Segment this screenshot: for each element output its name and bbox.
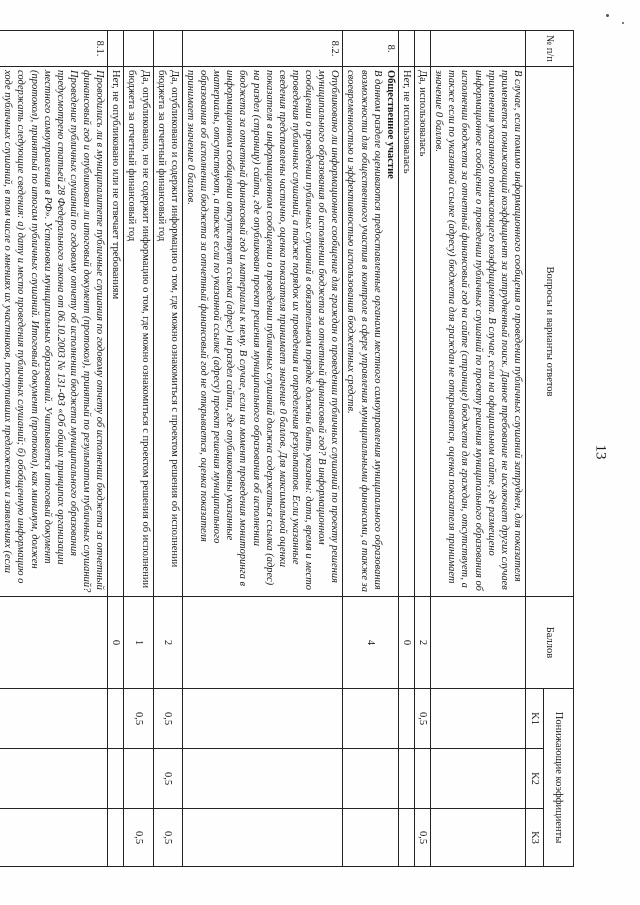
table-row bbox=[415, 31, 431, 867]
row-points: 2 bbox=[415, 597, 431, 689]
table-row bbox=[108, 31, 124, 867]
document-sheet bbox=[2, 30, 574, 866]
row-points: 0 bbox=[108, 597, 124, 689]
row-k2 bbox=[124, 749, 153, 809]
row-text: Нет, не использовалась bbox=[398, 67, 414, 597]
row-points: 4 bbox=[343, 597, 399, 689]
row-num: 8.1. bbox=[0, 31, 108, 67]
header-k2: K2 bbox=[526, 749, 544, 809]
table-row bbox=[431, 31, 526, 867]
criteria-table bbox=[0, 30, 574, 867]
row-k2: 0,5 bbox=[153, 749, 182, 809]
header-num: № п/п bbox=[526, 31, 574, 67]
row-points: 1 bbox=[124, 597, 153, 689]
row-k3: 0,5 bbox=[124, 809, 153, 867]
row-text: Опубликовано ли информационное сообщение для граждан о проведении публичных слушаний по проекту решения муниципального образования об исполнении бюджета за отчетный финансовый год? В информационном сообщении о проведении публичных слушаний в обязательном порядке должны быть указаны: дата, время и место проведения публичных слушаний, а также порядок их проведения и определения результатов. Если указанные сведения представлены частично, оценка показателя принимает значение 0 баллов. Для максимальной оценки показателя в информационном сообщении о проведении публичных слушаний должна содержаться ссылка (адрес) на раздел (страницу) сайта, где опубликован проект решения муниципального образования об исполнении бюджета за отчетный финансовый год и материалы к нему. В случае, если на момент проведения мониторинга в информационном сообщении отсутствует ссылка (адрес) на раздел сайта, где опубликованы указанные материалы, отсутствуют, а также если по указанной ссылке (адресу) проект решения муниципального образования об исполнении бюджета за отчетный финансовый год не открывается, оценка показателя принимает значение 0 баллов. bbox=[182, 67, 343, 597]
header-question: Вопросы и варианты ответов bbox=[526, 67, 574, 597]
row-text: В данном разделе оцениваются предоставленные органами местного самоуправления муниципального образования возможности для общественного участия в контроле в сфере управления муниципальными финансами, а также за своевременностью и эффективностью использования бюджетных средств. bbox=[345, 70, 383, 592]
table-row bbox=[0, 31, 108, 867]
row-text: Нет, не опубликовано или не отвечает требованиям bbox=[108, 67, 124, 597]
table-row bbox=[398, 31, 414, 867]
row-k2 bbox=[415, 749, 431, 809]
row-k3: 0,5 bbox=[415, 809, 431, 867]
row-points: 2 bbox=[153, 597, 182, 689]
page-number: 13 bbox=[592, 444, 609, 460]
row-num: 8. bbox=[343, 31, 399, 67]
row-k3: 0,5 bbox=[153, 809, 182, 867]
row-k1: 0,5 bbox=[124, 689, 153, 749]
row-num: 8.2. bbox=[182, 31, 343, 67]
scan-speck bbox=[622, 22, 624, 24]
scan-speck bbox=[606, 14, 609, 17]
row-points: 0 bbox=[398, 597, 414, 689]
row-body bbox=[343, 67, 399, 597]
table-row bbox=[343, 31, 399, 867]
header-k1: K1 bbox=[526, 689, 544, 749]
table-row bbox=[124, 31, 153, 867]
section-title: Общественное участие bbox=[384, 70, 396, 179]
row-k1: 0,5 bbox=[415, 689, 431, 749]
row-text: Да, использовалась bbox=[415, 67, 431, 597]
header-k3: K3 bbox=[526, 809, 544, 867]
header-coef: Понижающие коэффициенты bbox=[544, 689, 574, 867]
row-k1: 0,5 bbox=[153, 689, 182, 749]
table-row bbox=[182, 31, 343, 867]
row-text: Да, опубликовано, но не содержит информацию о том, где можно ознакомиться с проектом решения об исполнении бюджета за отчетный финансовый год bbox=[124, 67, 153, 597]
header-points: Баллов bbox=[526, 597, 574, 689]
row-text: Проводились ли в муниципалитете публичные слушания по годовому отчету об исполнении бюджета за отчетный финансовый год и опубликован ли итоговый документ (протокол), принятый по результатам публичных слушаний? Проведение публичных слушаний по годовому отчету об исполнении бюджета муниципального образования предусмотрено статьей 28 Федерального закона от 06.10.2003 № 131-ФЗ «Об общих принципах организации местного самоуправления в РФ». Установки муниципальных образований. Учитывается итоговый документ (протокол), принятый по итогам публичных слушаний. Итоговый документ (протокол), как минимум, должен содержать следующие сведения: а) дату и место проведения публичных слушаний; б) обобщенную информацию о ходе публичных слушаний, в том числе о мнениях их участников, поступивших предложениях и заявлениях (если bbox=[0, 67, 108, 597]
table-row bbox=[153, 31, 182, 867]
row-text: Да, опубликовано и содержит информацию о том, где можно ознакомиться с проектом решения об исполнении бюджета за отчетный финансовый год bbox=[153, 67, 182, 597]
row-text: В случае, если помимо информационного сообщения о проведении публичных слушаний затруднен, для показателя применяется понижающий коэффициент за затрудненный поиск. Данное требование не исключает других случаев применения указанного понижающего коэффициента. В случае, если на официальном сайте, где размещено информационное сообщение о проведении публичных слушаний по проекту решения муниципального образования об исполнении бюджета за отчетный финансовый год на сайте (странице) бюджета для граждан, отсутствует, а также если по указанной ссылке (адресу) бюджета для граждан не открывается, оценка показателя принимает значение 0 баллов. bbox=[431, 67, 526, 597]
